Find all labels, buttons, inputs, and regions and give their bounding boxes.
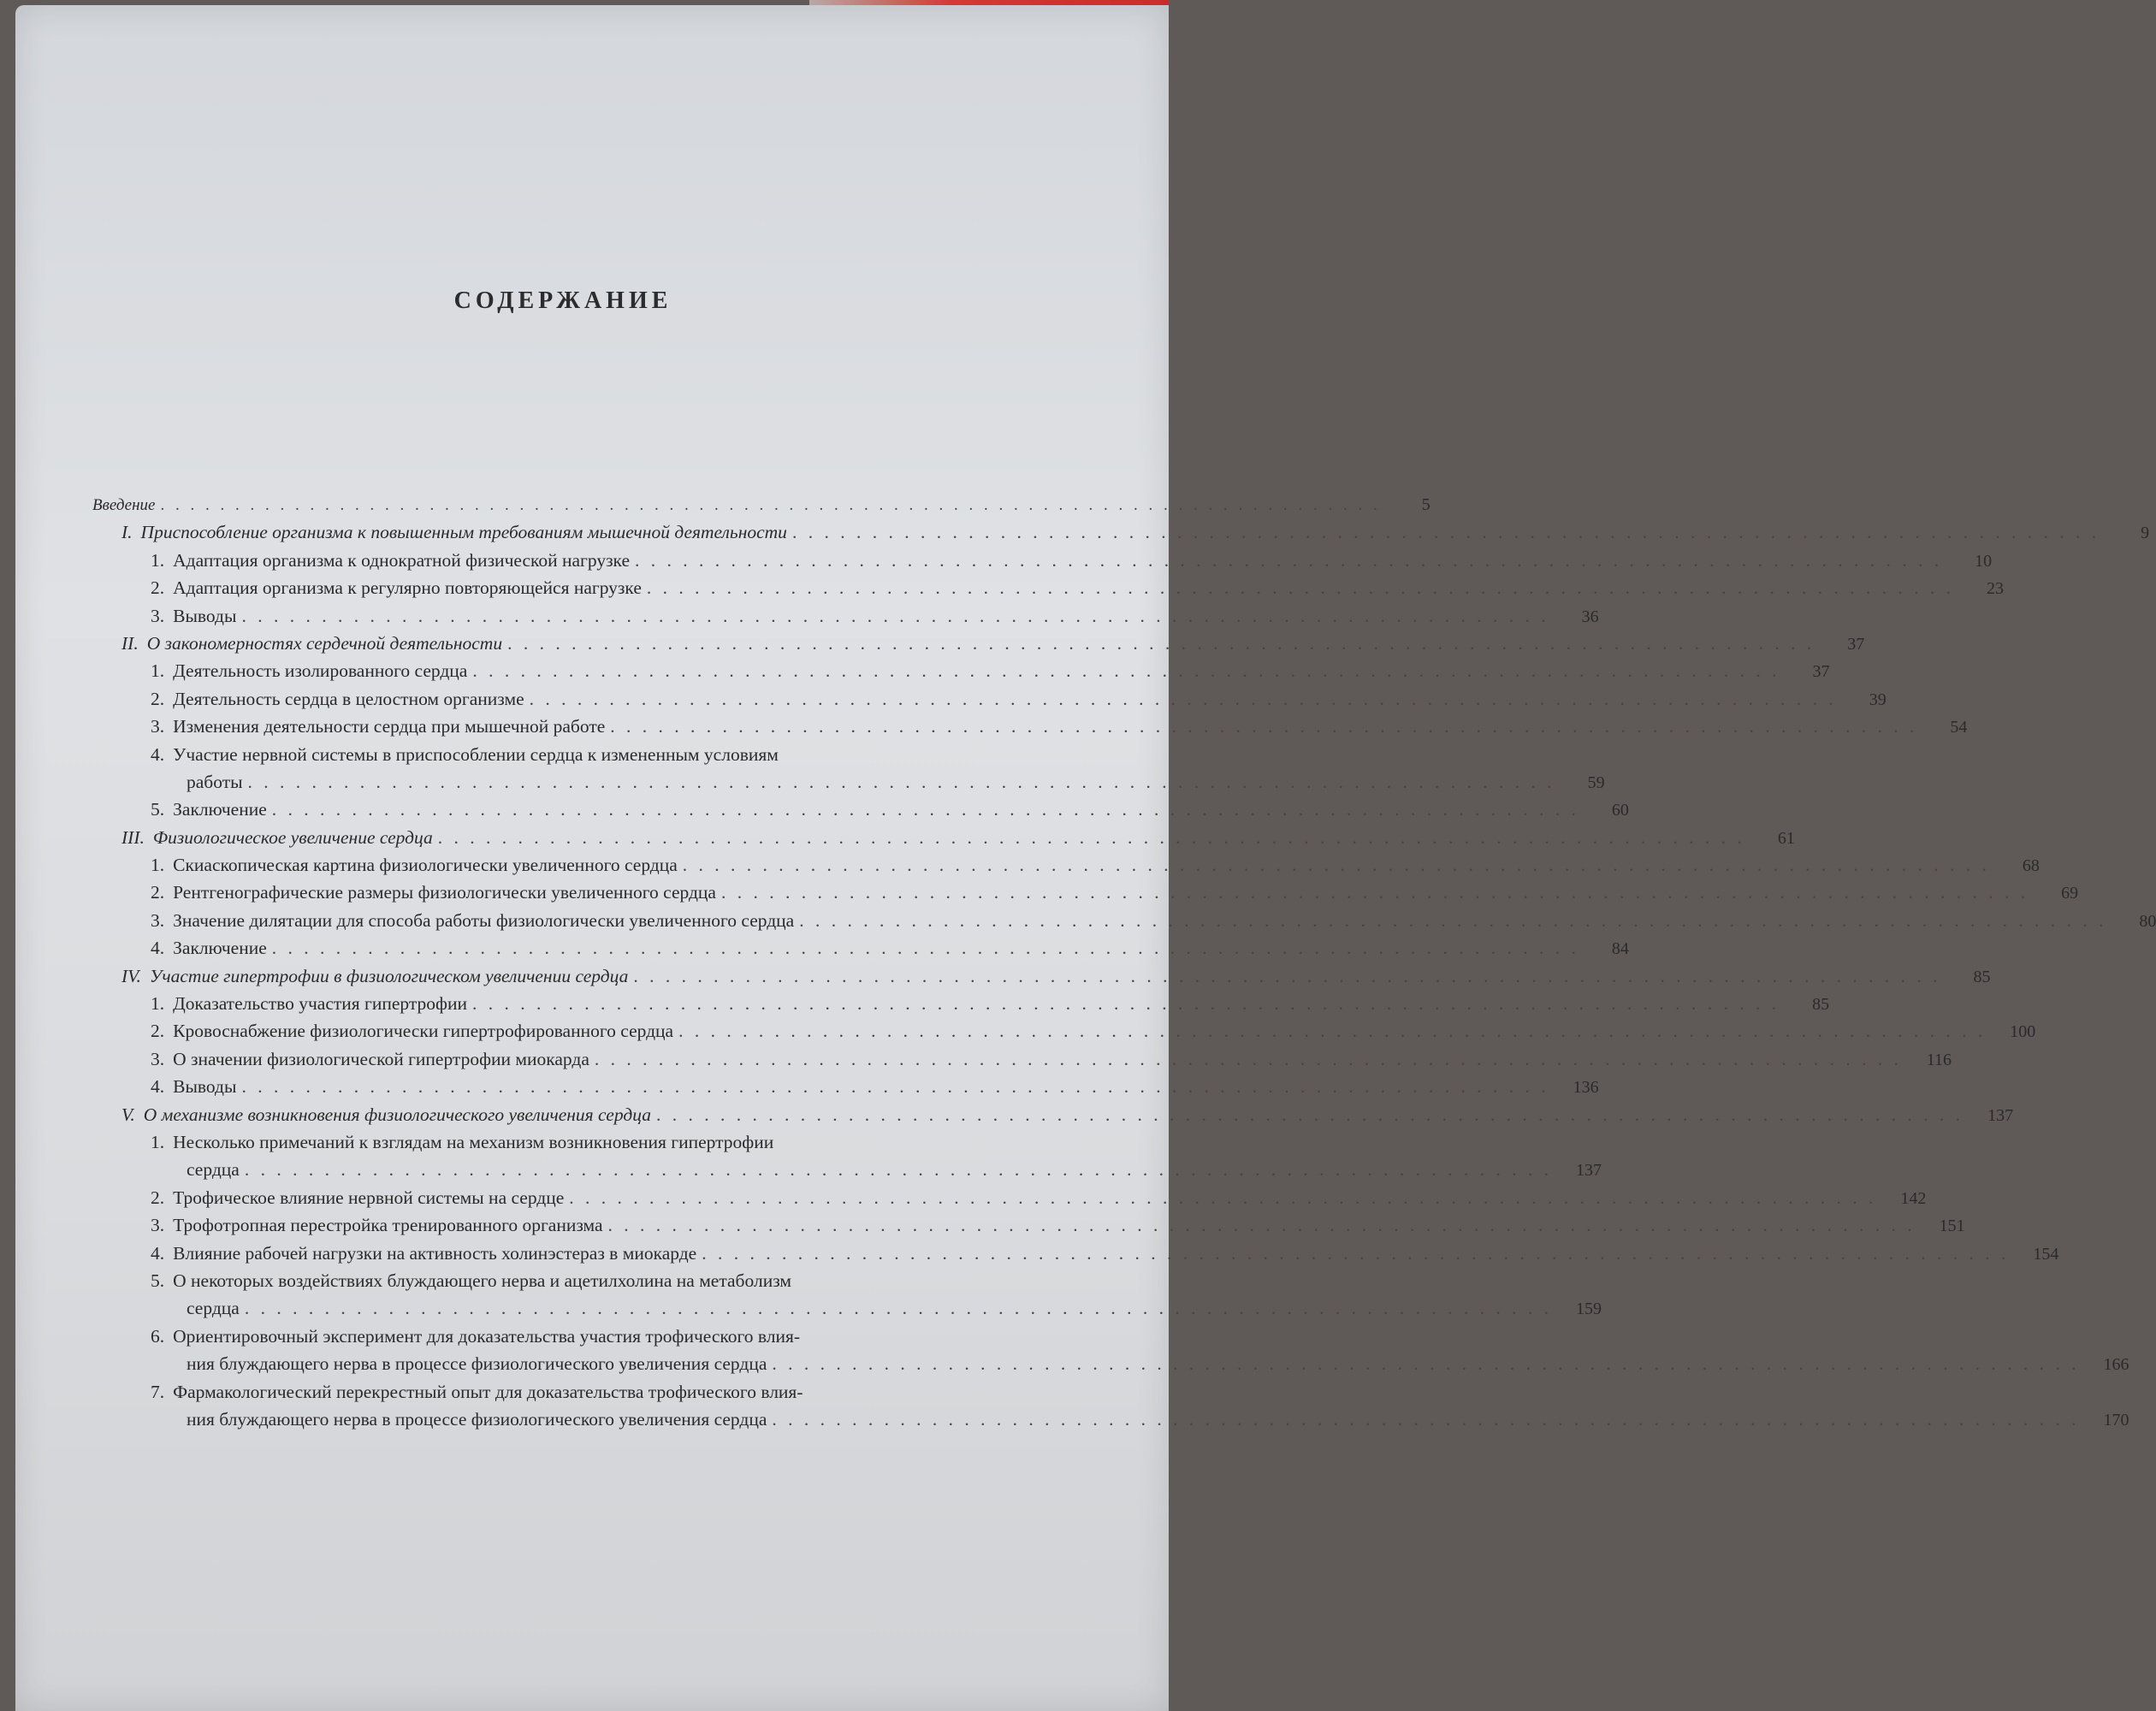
toc-page-number: 59: [1587, 773, 1605, 792]
toc-entry-title: Изменения деятельности сердца при мышечной работе: [173, 716, 606, 737]
toc-entry-number: IV.: [121, 965, 141, 986]
toc-entry-number: 2.: [151, 1021, 165, 1042]
toc-entry-title: ния блуждающего нерва в процессе физиологического увеличения сердца: [187, 1408, 767, 1430]
toc-leader-dots: [248, 768, 1555, 796]
toc-page-number: 100: [2010, 1022, 2036, 1042]
book-page: [15, 5, 2156, 1711]
toc-page-number: 69: [2061, 884, 2079, 903]
toc-entry: [92, 934, 1629, 962]
toc-entry-number: 3.: [151, 605, 165, 626]
toc-entry-title: сердца: [187, 1298, 240, 1319]
toc-entry-number: 6.: [151, 1325, 165, 1347]
toc-leader-dots: [702, 1240, 2009, 1267]
toc-entry-number: V.: [121, 1104, 135, 1125]
toc-entry-number: 1.: [151, 660, 165, 682]
toc-entry: [92, 602, 1599, 630]
toc-entry-number: 5.: [151, 1270, 165, 1291]
toc-entry-number: 3.: [151, 909, 165, 931]
toc-entry-number: II.: [121, 632, 139, 654]
toc-entry-title: Доказательство участия гипертрофии: [173, 993, 467, 1015]
toc-entry: [92, 1073, 1599, 1100]
toc-entry-number: III.: [121, 826, 145, 848]
toc-leader-dots: [683, 851, 1990, 879]
toc-page-number: 85: [1812, 995, 1830, 1015]
toc-page-number: 159: [1575, 1300, 1602, 1319]
toc-entry: [92, 1045, 1952, 1073]
toc-entry-title: Значение дилятации для способа работы физиологически увеличенного сердца: [173, 909, 795, 931]
toc-leader-dots: [245, 1156, 1552, 1183]
toc-leader-dots: [635, 547, 1942, 574]
toc-entry: [92, 1294, 1602, 1322]
toc-entry: [92, 990, 1830, 1017]
toc-entry-title: Участие гипертрофии в физиологическом увеличении сердца: [149, 965, 629, 986]
toc-leader-dots: [656, 1101, 1964, 1128]
toc-leader-dots: [472, 990, 1780, 1017]
toc-leader-dots: [241, 1073, 1549, 1100]
toc-leader-dots: [799, 907, 2106, 934]
toc-entry: [92, 907, 2156, 934]
toc-entry: [92, 1128, 1042, 1156]
toc-leader-dots: [530, 685, 1837, 713]
toc-entry-title: Адаптация организма к регулярно повторяющейся нагрузке: [173, 577, 642, 599]
toc-entry-title: Физиологическое увеличение сердца: [152, 826, 433, 848]
toc-entry-number: 1.: [151, 549, 165, 571]
toc-entry: [92, 1378, 1042, 1406]
toc-entry-number: 1.: [151, 855, 165, 876]
toc-entry-title: Ориентировочный эксперимент для доказательства участия трофического влия-: [173, 1325, 801, 1347]
toc-entry-number: 4.: [151, 938, 165, 959]
toc-page-number: 170: [2103, 1410, 2129, 1430]
toc-page-number: 80: [2139, 911, 2156, 931]
toc-entry-number: 1.: [151, 993, 165, 1015]
toc-page-number: 142: [1900, 1188, 1927, 1208]
toc-leader-dots: [438, 824, 1745, 851]
toc-entry-title: Деятельность изолированного сердца: [173, 660, 468, 682]
toc-leader-dots: [245, 1294, 1552, 1322]
toc-entry: [92, 1350, 2129, 1377]
toc-entry: [92, 574, 2005, 601]
toc-entry: [92, 630, 1865, 657]
toc-page-number: 68: [2022, 856, 2040, 876]
toc-entry-title: Участие нервной системы в приспособлении сердца к измененным условиям: [173, 743, 779, 765]
toc-page-number: 136: [1573, 1078, 1599, 1098]
toc-leader-dots: [241, 602, 1549, 630]
toc-entry-number: 3.: [151, 716, 165, 737]
toc-entry-number: 3.: [151, 1215, 165, 1236]
toc-entry-title: Несколько примечаний к взглядам на механизм возникновения гипертрофии: [173, 1131, 774, 1152]
toc-entry-number: 2.: [151, 688, 165, 709]
toc-entry-title: Заключение: [173, 799, 267, 820]
toc-leader-dots: [678, 1017, 1986, 1045]
toc-page-number: 54: [1950, 718, 1968, 737]
toc-entry-title: Адаптация организма к однократной физической нагрузке: [173, 549, 631, 571]
toc-entry: [92, 796, 1629, 823]
toc-entry-title: Рентгенографические размеры физиологически увеличенного сердца: [173, 882, 716, 903]
toc-entry: [92, 1211, 1965, 1239]
toc-entry: [92, 768, 1605, 796]
toc-entry-title: Влияние рабочей нагрузки на активность холинэстераз в миокарде: [173, 1242, 697, 1264]
toc-entry: [92, 491, 1430, 518]
toc-leader-dots: [721, 879, 2029, 906]
toc-entry: [92, 713, 1968, 740]
toc-entry: [92, 1406, 2129, 1433]
toc-leader-dots: [792, 518, 2100, 546]
toc-entry-title: О механизме возникновения физиологического увеличения сердца: [143, 1104, 651, 1125]
toc-page-number: 61: [1777, 828, 1795, 848]
toc-page-number: 10: [1975, 551, 1993, 571]
toc-entry: [92, 851, 2040, 879]
toc-entry-number: 2.: [151, 882, 165, 903]
toc-entry-title: О некоторых воздействиях блуждающего нерва и ацетилхолина на метаболизм: [173, 1270, 791, 1291]
toc-page-number: 166: [2103, 1355, 2129, 1375]
toc-entry-title: Трофическое влияние нервной системы на сердце: [173, 1187, 565, 1208]
toc-page-number: 37: [1812, 662, 1830, 682]
page-title: СОДЕРЖАНИЕ: [453, 287, 672, 314]
toc-page-number: 36: [1581, 607, 1599, 626]
toc-entry: [92, 962, 1991, 990]
toc-entry: [92, 1101, 2014, 1128]
toc-page-number: 137: [1575, 1161, 1602, 1181]
toc-entry-title: Кровоснабжение физиологически гипертрофированного сердца: [173, 1021, 674, 1042]
toc-entry-title: Деятельность сердца в целостном организме: [173, 688, 524, 709]
toc-entry-number: 1.: [151, 1131, 165, 1152]
toc-entry-number: I.: [121, 522, 133, 543]
toc-leader-dots: [507, 630, 1815, 657]
toc-entry: [92, 824, 1795, 851]
toc-leader-dots: [472, 657, 1780, 684]
toc-entry: [92, 1184, 1927, 1211]
toc-entry-number: 5.: [151, 799, 165, 820]
toc-entry-title: Выводы: [173, 605, 237, 626]
toc-page-number: 137: [1987, 1105, 2014, 1125]
toc-entry-number: 4.: [151, 1076, 165, 1098]
toc-leader-dots: [772, 1406, 2079, 1433]
toc-leader-dots: [610, 713, 1917, 740]
toc-entry-title: Трофотропная перестройка тренированного организма: [173, 1215, 603, 1236]
toc-page-number: 151: [1939, 1217, 1965, 1236]
toc-page-number: 154: [2033, 1244, 2059, 1264]
toc-leader-dots: [160, 492, 1380, 519]
toc-entry-number: 7.: [151, 1381, 165, 1402]
toc-entry-title: сердца: [187, 1159, 240, 1181]
toc-entry-title: Введение: [92, 496, 156, 514]
toc-entry: [92, 1267, 1042, 1294]
toc-entry-number: 2.: [151, 577, 165, 599]
toc-leader-dots: [647, 574, 1954, 601]
toc-entry-title: работы: [187, 771, 243, 792]
toc-entry-title: О закономерностях сердечной деятельности: [146, 632, 503, 654]
toc-entry-title: Приспособление организма к повышенным требованиям мышечной деятельности: [140, 522, 787, 543]
toc-leader-dots: [772, 1350, 2079, 1377]
toc-page-number: 84: [1611, 939, 1629, 959]
toc-entry: [92, 547, 1993, 574]
toc-entry: [92, 741, 1042, 768]
toc-entry: [92, 879, 2079, 906]
toc-leader-dots: [272, 796, 1579, 823]
toc-page-number: 5: [1421, 495, 1430, 514]
toc-leader-dots: [595, 1045, 1902, 1073]
toc-entry-title: Фармакологический перекрестный опыт для доказательства трофического влия-: [173, 1381, 803, 1402]
toc-entry-number: 2.: [151, 1187, 165, 1208]
toc-entry: [92, 657, 1830, 684]
toc-entry: [92, 518, 2150, 546]
toc-leader-dots: [272, 934, 1579, 962]
toc-leader-dots: [569, 1184, 1876, 1211]
toc-entry-number: 4.: [151, 743, 165, 765]
table-of-contents: [92, 491, 2156, 1433]
toc-page-number: 116: [1926, 1050, 1952, 1069]
toc-entry: [92, 685, 1886, 713]
toc-entry-title: Выводы: [173, 1076, 237, 1098]
toc-entry-number: 4.: [151, 1242, 165, 1264]
toc-entry: [92, 1240, 2059, 1267]
toc-entry: [92, 1017, 2036, 1045]
toc-entry-title: Скиаскопическая картина физиологически увеличенного сердца: [173, 855, 678, 876]
toc-entry-number: 3.: [151, 1048, 165, 1069]
toc-page-number: 9: [2141, 524, 2150, 543]
toc-entry-title: Заключение: [173, 938, 267, 959]
toc-page-number: 37: [1847, 634, 1865, 654]
toc-leader-dots: [633, 962, 1940, 990]
toc-page-number: 60: [1611, 801, 1629, 820]
toc-entry: [92, 1156, 1602, 1183]
toc-page-number: 23: [1987, 579, 2005, 599]
toc-entry-title: ния блуждающего нерва в процессе физиологического увеличения сердца: [187, 1353, 767, 1375]
toc-entry: [92, 1323, 1042, 1350]
toc-leader-dots: [608, 1211, 1916, 1239]
toc-page-number: 85: [1973, 967, 1991, 986]
toc-entry-title: О значении физиологической гипертрофии миокарда: [173, 1048, 589, 1069]
toc-page-number: 39: [1869, 690, 1886, 709]
